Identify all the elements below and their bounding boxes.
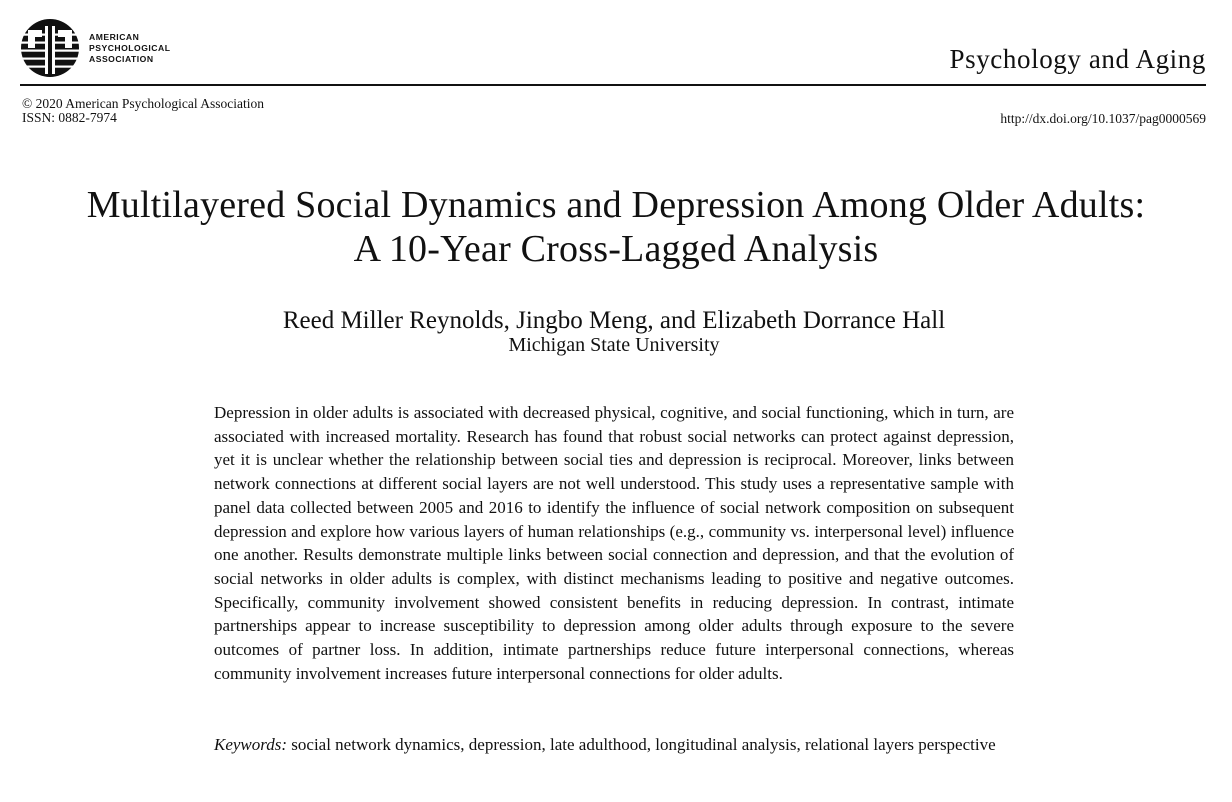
title-line: Multilayered Social Dynamics and Depression Among Older Adults: bbox=[86, 184, 1146, 226]
affiliation: Michigan State University bbox=[508, 334, 720, 356]
header-rule bbox=[20, 84, 1206, 86]
keywords-block bbox=[214, 733, 1014, 757]
doi-link[interactable]: http://dx.doi.org/10.1037/pag0000569 bbox=[1000, 111, 1206, 126]
logo-line: PSYCHOLOGICAL bbox=[89, 42, 171, 53]
keywords-text: social network dynamics, depression, late adulthood, longitudinal analysis, relational layers perspective bbox=[291, 735, 996, 754]
author-list: Reed Miller Reynolds, Jingbo Meng, and Elizabeth Dorrance Hall bbox=[282, 307, 946, 334]
apa-logo bbox=[20, 18, 170, 78]
apa-emblem-icon bbox=[20, 18, 80, 78]
journal-title: Psychology and Aging bbox=[949, 44, 1206, 74]
logo-line: AMERICAN bbox=[89, 31, 140, 42]
copyright-text: © 2020 American Psychological Association bbox=[22, 96, 264, 111]
keywords-label: Keywords: bbox=[214, 735, 288, 754]
logo-wordmark bbox=[89, 32, 170, 65]
copyright-block bbox=[22, 97, 264, 125]
article-title bbox=[0, 183, 1232, 271]
logo-line: ASSOCIATION bbox=[89, 53, 154, 64]
issn-text: ISSN: 0882-7974 bbox=[22, 110, 117, 125]
abstract-text: Depression in older adults is associated with decreased physical, cognitive, and social functioning, which in turn, are associated with increased mortality. Research has found that robust social networks can protect against depression, yet it is unclear whether the relationship between social ties and depression is reciprocal. Moreover, links between network connections at different social layers are not well understood. This study uses a representative sample with panel data collected between 2005 and 2016 to identify the influence of social network composition on subsequent depression and explore how various layers of human relationships (e.g., community vs. interpersonal level) influence one another. Results demonstrate multiple links between social connection and depression, and that the evolution of social networks in older adults is complex, with distinct mechanisms leading to positive and negative outcomes. Specifically, community involvement showed consistent benefits in reducing depression. In contrast, intimate partnerships appear to increase susceptibility to depression among older adults through exposure to the severe outcomes of partner loss. In addition, intimate partnerships reduce future interpersonal connections, whereas community involvement increases future interpersonal connections for older adults. bbox=[214, 403, 1014, 683]
title-line: A 10-Year Cross-Lagged Analysis bbox=[353, 228, 879, 270]
